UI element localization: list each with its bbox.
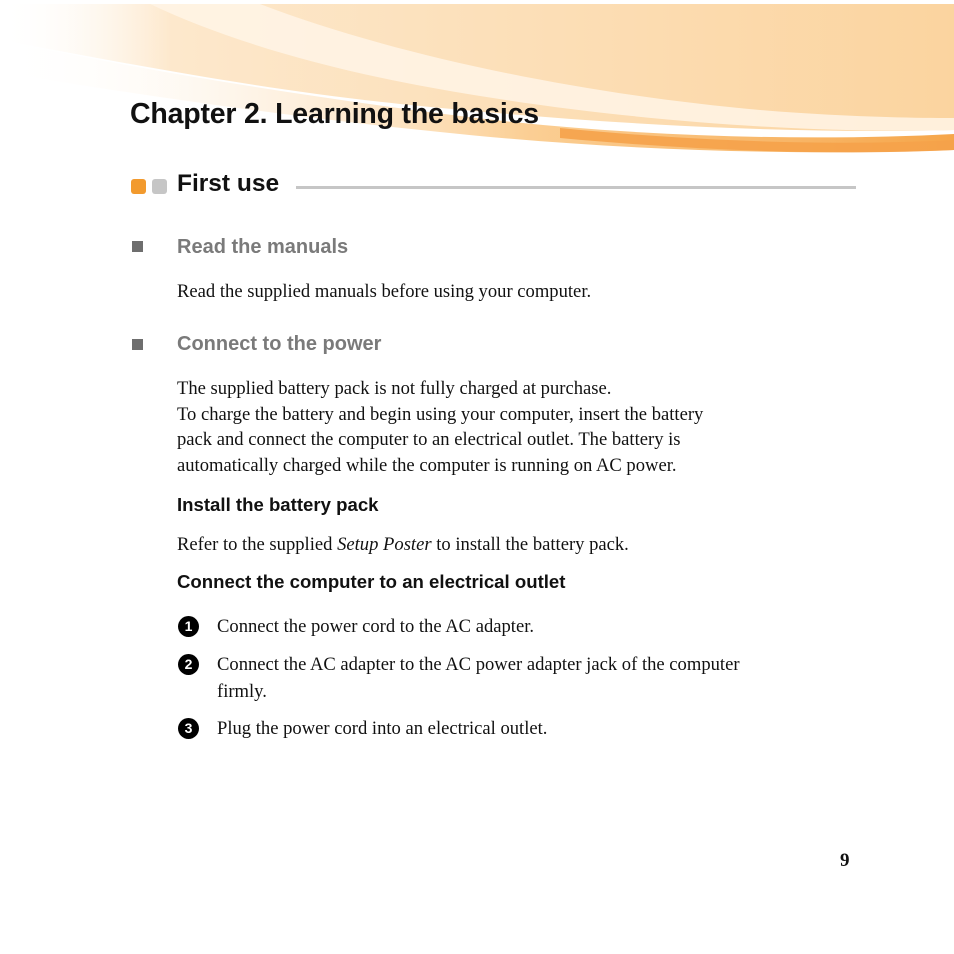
subhead-read-manuals: Read the manuals: [177, 236, 349, 258]
text-line: automatically charged while the computer is running on AC power.: [177, 454, 677, 476]
text-line: To charge the battery and begin using your computer, insert the battery: [177, 403, 704, 425]
section-divider: [296, 186, 856, 189]
step-1-text: [217, 613, 857, 640]
text-line: pack and connect the computer to an electrical outlet. The battery is: [177, 429, 681, 450]
read-manuals-text: [177, 279, 857, 305]
chapter-title: Chapter 2. Learning the basics: [130, 98, 539, 130]
subhead-connect-power: Connect to the power: [177, 333, 382, 355]
step-3-text: [217, 715, 857, 742]
setup-poster-reference: Setup Poster: [337, 534, 432, 555]
step-number-1-icon: 1: [178, 616, 199, 637]
install-text-after: to install the battery pack.: [431, 534, 629, 555]
step-number-2-icon: 2: [178, 654, 199, 675]
install-battery-text: [177, 532, 857, 558]
orange-square-icon: [131, 179, 146, 194]
gray-square-icon: [152, 179, 167, 194]
square-bullet-icon: [132, 339, 143, 350]
text-line: firmly.: [217, 681, 267, 702]
text-line: The supplied battery pack is not fully charged at purchase.: [177, 378, 612, 399]
section-title: First use: [177, 170, 280, 197]
text-line: Plug the power cord into an electrical outlet.: [217, 718, 548, 739]
install-text-before: Refer to the supplied: [177, 534, 338, 555]
text-line: Read the supplied manuals before using your computer.: [177, 281, 592, 302]
connect-outlet-heading: Connect the computer to an electrical outlet: [177, 571, 566, 592]
step-2-text: [217, 651, 857, 705]
section-heading: [131, 168, 857, 208]
connect-power-text: [177, 376, 857, 478]
install-battery-heading: Install the battery pack: [177, 494, 379, 515]
text-line: Connect the AC adapter to the AC power adapter jack of the computer: [217, 654, 740, 675]
step-number-3-icon: 3: [178, 718, 199, 739]
square-bullet-icon: [132, 241, 143, 252]
chapter-banner: [0, 0, 954, 160]
page-number: 9: [840, 850, 850, 871]
text-line: Connect the power cord to the AC adapter.: [217, 616, 535, 637]
